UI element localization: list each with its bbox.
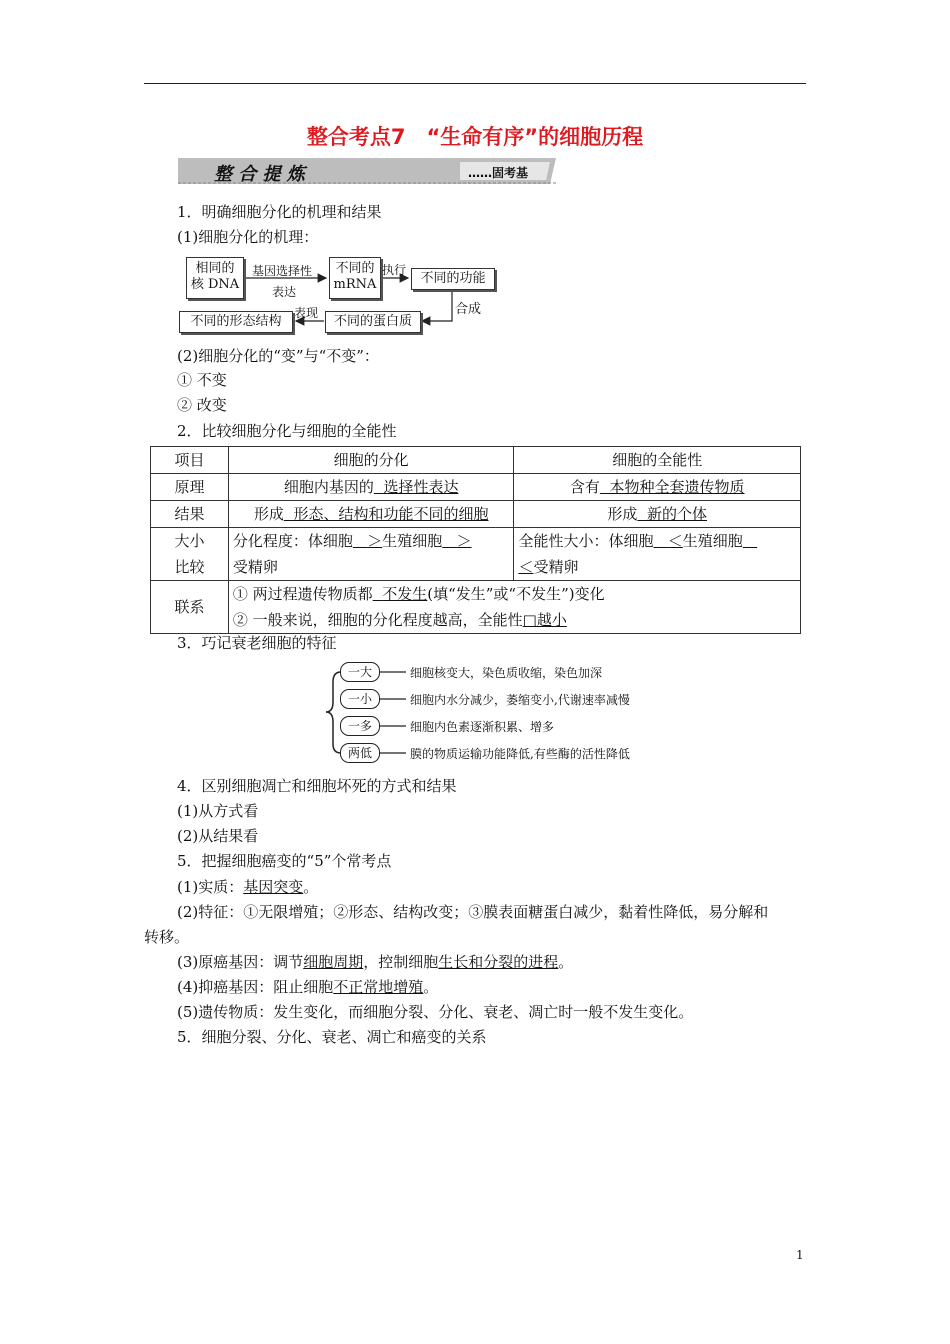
- aging-tag-1: 一大: [340, 662, 380, 682]
- s4-heading: 4．区别细胞凋亡和细胞坏死的方式和结果: [177, 777, 457, 795]
- aging-text-1: 细胞核变大，染色质收缩，染色加深: [410, 666, 603, 680]
- s1-sub2: (2)细胞分化的“变”与“不变”：: [177, 347, 379, 365]
- cell-text: 含有: [569, 478, 600, 496]
- s6-heading: 5．细胞分裂、分化、衰老、凋亡和癌变的关系: [177, 1028, 487, 1046]
- answer-text: ＜: [518, 558, 534, 576]
- cell-text: ② 一般来说，细胞的分化程度越高，全能性: [232, 611, 523, 629]
- s3-heading: 3．巧记衰老细胞的特征: [177, 634, 337, 652]
- flow-box-protein: 不同的蛋白质: [325, 311, 421, 333]
- answer-text: □越小: [522, 611, 567, 629]
- text: 。: [303, 878, 319, 896]
- cell-text: 受精卵: [533, 558, 579, 576]
- flow-arrow-label-express-bottom: 表达: [272, 285, 297, 299]
- label-line1: 大小: [174, 532, 205, 550]
- text: (3)原癌基因：调节: [177, 953, 304, 971]
- label-line2: 比较: [174, 558, 205, 576]
- text: (1)实质：: [177, 878, 244, 896]
- text: 。: [558, 953, 574, 971]
- s5-p2-line1: (2)特征：①无限增殖；②形态、结构改变；③膜表面糖蛋白减少，黏着性降低，易分解和: [177, 903, 769, 921]
- s5-p4: [177, 977, 438, 997]
- s1-sub1: (1)细胞分化的机理：: [177, 228, 319, 246]
- s5-p1: [177, 877, 318, 897]
- cell-text: 细胞内基因的: [283, 478, 374, 496]
- table-cell-label: 原理: [151, 474, 229, 501]
- s1-item-changed: ② 改变: [177, 396, 227, 414]
- page-title: 整合考点7 “生命有序”的细胞历程: [306, 125, 644, 149]
- answer-value: 新的个体: [646, 505, 707, 523]
- s2-heading: 2．比较细胞分化与细胞的全能性: [177, 422, 397, 440]
- table-cell-label: 联系: [151, 581, 229, 634]
- cell-text: 全能性大小：体细胞: [518, 532, 654, 550]
- aging-text-2: 细胞内水分减少，萎缩变小,代谢速率减慢: [410, 693, 630, 707]
- flow-box-structure: 不同的形态结构: [179, 311, 293, 333]
- s4-sub1: (1)从方式看: [177, 802, 259, 820]
- banner-sub-label: ……固考基: [468, 166, 529, 180]
- flow-box-dna-line2: 核 DNA: [190, 277, 240, 292]
- flow-box-dna-line1: 相同的: [195, 261, 235, 276]
- text: (4)抑癌基因：阻止细胞: [177, 978, 334, 996]
- table-cell-label: 结果: [151, 501, 229, 528]
- s5-heading: 5．把握细胞癌变的“5”个常考点: [177, 852, 392, 870]
- cell-text: 生殖细胞: [682, 532, 743, 550]
- answer-text: 不正常地增殖: [333, 978, 424, 996]
- s1-item-unchanged: ① 不变: [177, 371, 227, 389]
- s5-p3: [177, 952, 573, 972]
- table-header-totipotency: 细胞的全能性: [514, 447, 801, 474]
- answer-value: ＞: [367, 532, 383, 550]
- answer-value: 不发生: [382, 585, 428, 603]
- flow-box-mrna-line1: 不同的: [335, 261, 375, 276]
- flow-arrow-label-express-top: 基因选择性: [252, 264, 313, 278]
- table-header-differentiation: 细胞的分化: [228, 447, 514, 474]
- answer-text: 生长和分裂的进程: [438, 953, 559, 971]
- answer-value: 选择性表达: [383, 478, 459, 496]
- answer-value: 形态、结构和功能不同的细胞: [293, 505, 489, 523]
- answer-value: 本物种全套遗传物质: [609, 478, 745, 496]
- answer-value: ＞: [456, 532, 472, 550]
- text: 。: [423, 978, 439, 996]
- aging-text-3: 细胞内色素逐渐积累、增多: [410, 720, 555, 734]
- cell-text: (填“发生”或“不发生”)变化: [427, 585, 605, 603]
- aging-tag-2: 一小: [340, 689, 380, 709]
- s1-heading: 1．明确细胞分化的机理和结果: [177, 203, 382, 221]
- cell-text: ① 两过程遗传物质都: [232, 585, 373, 603]
- text: ，控制细胞: [363, 953, 439, 971]
- cell-text: 分化程度：体细胞: [232, 532, 353, 550]
- page-number: 1: [796, 1248, 804, 1262]
- cell-text: 形成: [253, 505, 284, 523]
- answer-text: 细胞周期: [303, 953, 364, 971]
- table-header-item: 项目: [151, 447, 229, 474]
- flow-arrow-label-manifest: 表现: [294, 306, 319, 320]
- cell-text: 形成: [607, 505, 638, 523]
- aging-tag-4: 两低: [340, 743, 380, 763]
- aging-tag-3: 一多: [340, 716, 380, 736]
- s5-p5: (5)遗传物质：发生变化，而细胞分裂、分化、衰老、凋亡时一般不发生变化。: [177, 1003, 694, 1021]
- flow-arrow-label-execute: 执行: [382, 263, 407, 277]
- flow-arrow-label-synthesize: 合成: [455, 302, 482, 317]
- answer-text: 基因突变: [243, 878, 304, 896]
- banner-label: 整 合 提 炼: [214, 164, 305, 185]
- flow-box-function: 不同的功能: [411, 268, 495, 290]
- aging-text-4: 膜的物质运输功能降低,有些酶的活性降低: [410, 747, 630, 761]
- s5-p2-line2: 转移。: [144, 928, 190, 946]
- s4-sub2: (2)从结果看: [177, 827, 259, 845]
- cell-text: 生殖细胞: [382, 532, 443, 550]
- cell-text: 受精卵: [232, 558, 278, 576]
- flow-box-mrna-line2: mRNA: [333, 277, 377, 292]
- answer-value: ＜: [667, 532, 683, 550]
